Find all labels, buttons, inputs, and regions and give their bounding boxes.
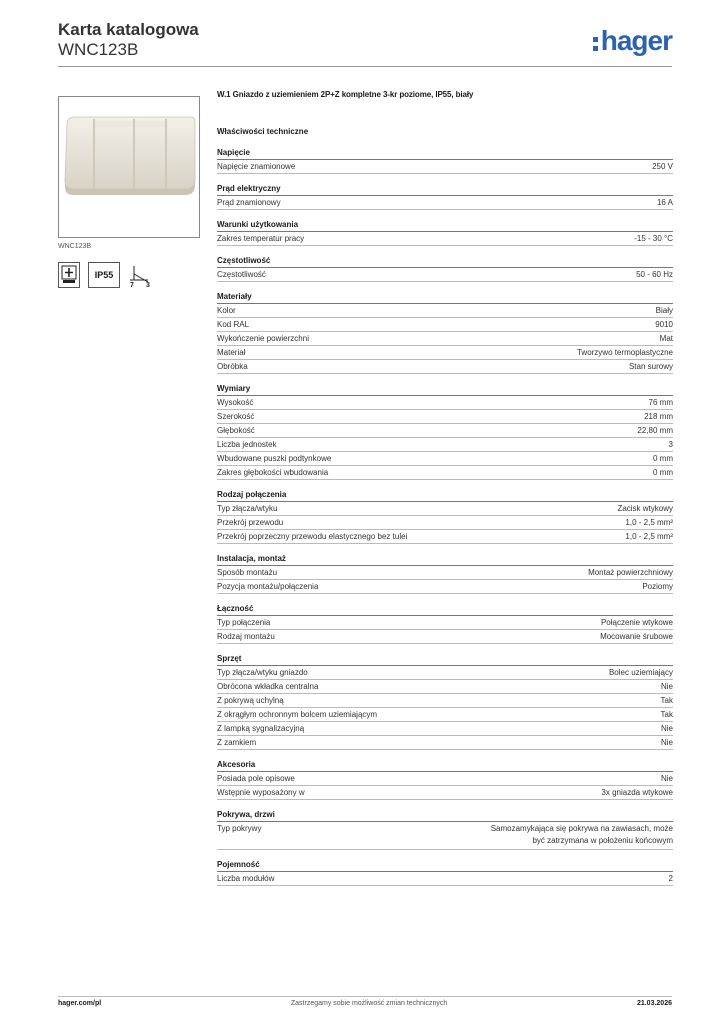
- spec-row: [217, 346, 673, 360]
- spec-row: [217, 616, 673, 630]
- spec-row: [217, 680, 673, 694]
- spec-label: Rodzaj montażu: [217, 632, 275, 641]
- spec-row: [217, 332, 673, 346]
- spec-label: Wykończenie powierzchni: [217, 334, 309, 343]
- spec-label: Przekrój przewodu: [217, 518, 284, 527]
- spec-row: [217, 566, 673, 580]
- spec-label: Szerokość: [217, 412, 255, 421]
- spec-value: Nie: [660, 774, 673, 783]
- spec-section: [217, 490, 673, 544]
- spec-row: [217, 666, 673, 680]
- spec-section: [217, 220, 673, 246]
- spec-row: [217, 438, 673, 452]
- spec-value: Mocowanie śrubowe: [600, 632, 673, 641]
- image-caption: WNC123B: [58, 243, 92, 250]
- earth-symbol-icon: [58, 262, 80, 288]
- logo-dots-icon: [593, 33, 599, 53]
- footer-disclaimer: Zastrzegamy sobie możliwość zmian technicznych: [290, 1000, 448, 1007]
- spec-value: 2: [668, 874, 673, 883]
- product-image: [58, 96, 200, 238]
- spec-label: Wbudowane puszki podtynkowe: [217, 454, 332, 463]
- spec-section: [217, 860, 673, 886]
- spec-row: [217, 722, 673, 736]
- spec-value: 0 mm: [653, 454, 673, 463]
- spec-row: [217, 466, 673, 480]
- spec-value: Tak: [660, 696, 673, 705]
- section-heading: Łączność: [217, 604, 673, 616]
- spec-label: Liczba jednostek: [217, 440, 277, 449]
- spec-label: Posiada pole opisowe: [217, 774, 295, 783]
- spec-value: Montaż powierzchniowy: [588, 568, 673, 577]
- section-heading: Pokrywa, drzwi: [217, 810, 673, 822]
- spec-row: [217, 410, 673, 424]
- spec-value: Poziomy: [642, 582, 673, 591]
- spec-label: Z lampką sygnalizacyjną: [217, 724, 305, 733]
- spec-section: [217, 384, 673, 480]
- spec-row: [217, 360, 673, 374]
- spec-label: Typ pokrywy: [217, 824, 262, 833]
- spec-row: [217, 196, 673, 210]
- spec-section: [217, 292, 673, 374]
- spec-row: [217, 708, 673, 722]
- spec-value: 1,0 - 2,5 mm²: [625, 518, 673, 527]
- spec-value: -15 - 30 °C: [634, 234, 673, 243]
- spec-section: [217, 148, 673, 174]
- spec-row: [217, 452, 673, 466]
- spec-label: Napięcie znamionowe: [217, 162, 296, 171]
- spec-value: 3x gniazda wtykowe: [601, 788, 673, 797]
- spec-value: Nie: [660, 682, 673, 691]
- section-heading: Instalacja, montaż: [217, 554, 673, 566]
- spec-row: [217, 502, 673, 516]
- spec-label: Sposób montażu: [217, 568, 278, 577]
- spec-value: Nie: [660, 738, 673, 747]
- spec-label: Częstotliwość: [217, 270, 266, 279]
- spec-label: Typ złącza/wtyku gniazdo: [217, 668, 308, 677]
- spec-label: Kod RAL: [217, 320, 250, 329]
- footer-date: 21.03.2026: [636, 1000, 672, 1007]
- spec-value: Samozamykająca się pokrywa na zawiasach, może być zatrzymana w położeniu końcowym: [490, 824, 673, 845]
- spec-value: 50 - 60 Hz: [636, 270, 673, 279]
- spec-section: [217, 810, 673, 850]
- spec-row: [217, 736, 673, 750]
- spec-section: [217, 554, 673, 594]
- spec-row: [217, 516, 673, 530]
- spec-section: [217, 184, 673, 210]
- spec-row: [217, 318, 673, 332]
- spec-row: [217, 160, 673, 174]
- spec-label: Typ połączenia: [217, 618, 271, 627]
- section-heading: Częstotliwość: [217, 256, 673, 268]
- footer-website[interactable]: hager.com/pl: [58, 1000, 102, 1007]
- section-heading: Warunki użytkowania: [217, 220, 673, 232]
- spec-row: [217, 580, 673, 594]
- certification-icons: [58, 262, 154, 288]
- spec-sections: [217, 148, 673, 886]
- section-heading: Napięcie: [217, 148, 673, 160]
- svg-text:3: 3: [146, 282, 150, 288]
- product-code: WNC123B: [58, 40, 139, 59]
- spec-value: 76 mm: [648, 398, 673, 407]
- technical-properties-heading: Właściwości techniczne: [217, 127, 309, 136]
- section-heading: Pojemność: [217, 860, 673, 872]
- spec-row: [217, 304, 673, 318]
- spec-label: Z zamkiem: [217, 738, 257, 747]
- spec-value: Biały: [655, 306, 673, 315]
- spec-row: [217, 424, 673, 438]
- spec-row: [217, 630, 673, 644]
- spec-label: Typ złącza/wtyku: [217, 504, 278, 513]
- spec-section: [217, 256, 673, 282]
- spec-value: 218 mm: [644, 412, 673, 421]
- spec-row: [217, 872, 673, 886]
- header-divider: [58, 66, 672, 67]
- spec-value: Mat: [659, 334, 673, 343]
- spec-label: Obróbka: [217, 362, 248, 371]
- spec-label: Zakres temperatur pracy: [217, 234, 305, 243]
- spec-label: Kolor: [217, 306, 236, 315]
- section-heading: Akcesoria: [217, 760, 673, 772]
- spec-row: [217, 268, 673, 282]
- spec-label: Obrócona wkładka centralna: [217, 682, 319, 691]
- spec-label: Z okrągłym ochronnym bolcem uziemiającym: [217, 710, 378, 719]
- spec-value: Zacisk wtykowy: [617, 504, 673, 513]
- section-heading: Sprzęt: [217, 654, 673, 666]
- spec-label: Liczba modułów: [217, 874, 275, 883]
- spec-label: Materiał: [217, 348, 246, 357]
- spec-row: [217, 772, 673, 786]
- section-heading: Materiały: [217, 292, 673, 304]
- spec-row: [217, 694, 673, 708]
- spec-value: Nie: [660, 724, 673, 733]
- spec-label: Z pokrywą uchylną: [217, 696, 284, 705]
- spec-section: [217, 760, 673, 800]
- spec-row: [217, 822, 673, 850]
- section-heading: Prąd elektryczny: [217, 184, 673, 196]
- spec-value: Tworzywo termoplastyczne: [576, 348, 673, 357]
- spec-label: Wysokość: [217, 398, 254, 407]
- spec-label: Zakres głębokości wbudowania: [217, 468, 329, 477]
- svg-text:7: 7: [130, 282, 134, 288]
- spec-row: [217, 530, 673, 544]
- logo-text: hager: [600, 25, 672, 56]
- spec-label: Wstępnie wyposażony w: [217, 788, 305, 797]
- spec-label: Przekrój poprzeczny przewodu elastycznego bez tulei: [217, 532, 408, 541]
- spec-value: Tak: [660, 710, 673, 719]
- spec-row: [217, 786, 673, 800]
- spec-label: Pozycja montażu/połączenia: [217, 582, 319, 591]
- specification-panel: [217, 90, 673, 896]
- page-footer: [58, 996, 672, 1007]
- spec-row: [217, 232, 673, 246]
- spec-value: 3: [668, 440, 673, 449]
- spec-value: Bolec uziemiający: [608, 668, 673, 677]
- section-heading: Wymiary: [217, 384, 673, 396]
- hager-logo: [593, 26, 672, 56]
- document-title: Karta katalogowa: [58, 20, 199, 39]
- spec-value: Stan surowy: [628, 362, 673, 371]
- spec-value: 250 V: [652, 162, 673, 171]
- product-description: W.1 Gniazdo z uziemieniem 2P+Z kompletne 3-kr poziome, IP55, biały: [217, 90, 474, 99]
- section-heading: Rodzaj połączenia: [217, 490, 673, 502]
- spec-value: 0 mm: [653, 468, 673, 477]
- spec-label: Prąd znamionowy: [217, 198, 281, 207]
- spec-row: [217, 396, 673, 410]
- spec-section: [217, 654, 673, 750]
- spec-value: 1,0 - 2,5 mm²: [625, 532, 673, 541]
- spec-value: 22,80 mm: [637, 426, 673, 435]
- temperature-range-icon: [128, 262, 154, 288]
- spec-value: Połączenie wtykowe: [600, 618, 673, 627]
- spec-value: 16 A: [656, 198, 673, 207]
- spec-value: 9010: [655, 320, 673, 329]
- document-header: [58, 20, 199, 60]
- spec-section: [217, 604, 673, 644]
- spec-label: Głębokość: [217, 426, 255, 435]
- ip55-icon: IP55: [88, 262, 120, 288]
